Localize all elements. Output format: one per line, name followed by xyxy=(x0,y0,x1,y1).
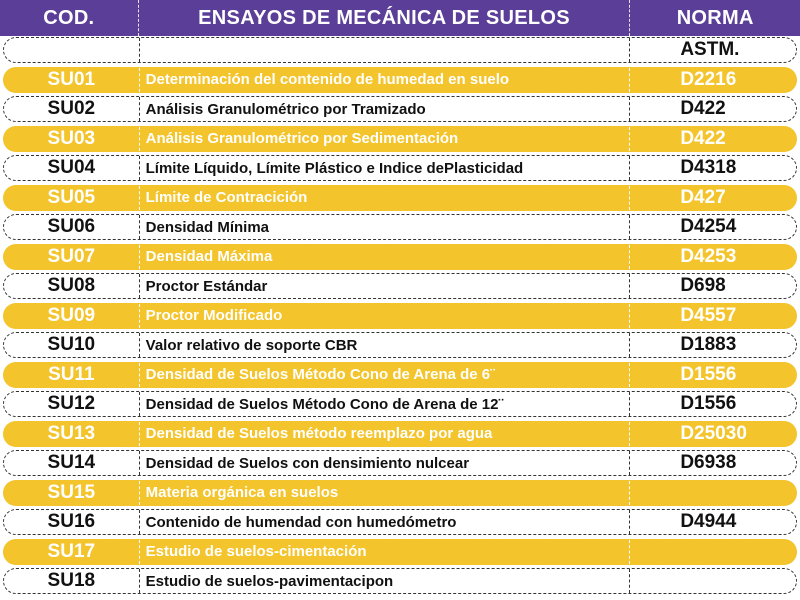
table-row xyxy=(3,96,797,122)
table-header xyxy=(0,0,800,36)
row-description: Densidad de Suelos Método Cono de Arena de 6¨ xyxy=(139,363,630,387)
row-norma: D4253 xyxy=(629,245,796,269)
table-row xyxy=(3,126,797,152)
row-code xyxy=(4,38,139,62)
row-description: Densidad de Suelos método reemplazo por agua xyxy=(139,422,630,446)
row-code: SU14 xyxy=(47,452,96,473)
row-code: SU11 xyxy=(48,363,95,385)
table-row xyxy=(3,185,797,211)
row-description: Materia orgánica en suelos xyxy=(139,481,630,505)
row-description xyxy=(139,38,630,62)
row-norma: D6938 xyxy=(629,451,796,475)
row-code: SU12 xyxy=(47,393,96,414)
table-row xyxy=(3,480,797,506)
row-description: Proctor Estándar xyxy=(139,274,630,298)
row-code: SU03 xyxy=(47,127,96,149)
table-row xyxy=(3,450,797,476)
row-code: SU16 xyxy=(47,511,96,532)
row-code: SU05 xyxy=(47,186,96,208)
header-ensayos: ENSAYOS DE MECÁNICA DE SUELOS xyxy=(198,7,570,29)
table-row xyxy=(3,37,797,63)
table-body xyxy=(3,37,797,598)
table-row xyxy=(3,214,797,240)
table-row xyxy=(3,568,797,594)
table-row xyxy=(3,303,797,329)
row-description: Densidad de Suelos Método Cono de Arena de 12¨ xyxy=(139,392,630,416)
row-code: SU04 xyxy=(47,157,96,178)
row-code: SU01 xyxy=(47,68,96,90)
row-norma: D4557 xyxy=(629,304,796,328)
row-code: SU18 xyxy=(47,570,96,591)
table-row xyxy=(3,391,797,417)
row-description: Análisis Granulométrico por Tramizado xyxy=(139,97,630,121)
row-description: Densidad Mínima xyxy=(139,215,630,239)
row-norma: D1883 xyxy=(629,333,796,357)
row-code: SU08 xyxy=(47,275,96,296)
table-row xyxy=(3,244,797,270)
table-row xyxy=(3,362,797,388)
row-description: Densidad de Suelos con densimiento nulcear xyxy=(139,451,630,475)
row-norma: D4318 xyxy=(629,156,796,180)
row-description: Estudio de suelos-pavimentacipon xyxy=(139,569,630,593)
row-norma xyxy=(629,540,796,564)
row-norma: D422 xyxy=(629,127,796,151)
row-code: SU06 xyxy=(47,216,96,237)
row-description: Valor relativo de soporte CBR xyxy=(139,333,630,357)
table-row xyxy=(3,509,797,535)
row-description: Análisis Granulométrico por Sedimentación xyxy=(139,127,630,151)
table-row xyxy=(3,421,797,447)
row-norma: D427 xyxy=(629,186,796,210)
row-norma: D2216 xyxy=(629,68,796,92)
header-cod: COD. xyxy=(43,7,95,29)
row-code: SU07 xyxy=(47,245,96,267)
row-norma: D422 xyxy=(629,97,796,121)
row-code: SU10 xyxy=(47,334,96,355)
row-code: SU02 xyxy=(47,98,96,119)
row-norma: D25030 xyxy=(629,422,796,446)
row-description: Límite Líquido, Límite Plástico e Indice dePlasticidad xyxy=(139,156,630,180)
table-row xyxy=(3,332,797,358)
row-code: SU15 xyxy=(47,481,96,503)
table-row xyxy=(3,539,797,565)
row-description: Estudio de suelos-cimentación xyxy=(139,540,630,564)
row-norma: ASTM. xyxy=(629,38,796,62)
row-description: Proctor Modificado xyxy=(139,304,630,328)
table-row xyxy=(3,67,797,93)
row-code: SU17 xyxy=(47,540,96,562)
table-row xyxy=(3,273,797,299)
row-norma: D1556 xyxy=(629,392,796,416)
row-description: Determinación del contenido de humedad en suelo xyxy=(139,68,630,92)
row-norma: D4944 xyxy=(629,510,796,534)
row-norma: D698 xyxy=(629,274,796,298)
row-description: Contenido de humendad con humedómetro xyxy=(139,510,630,534)
row-norma xyxy=(629,481,796,505)
row-description: Límite de Contracición xyxy=(139,186,630,210)
table-row xyxy=(3,155,797,181)
row-norma: D1556 xyxy=(629,363,796,387)
row-code: SU13 xyxy=(47,422,96,444)
row-norma xyxy=(629,569,796,593)
row-description: Densidad Máxima xyxy=(139,245,630,269)
row-norma: D4254 xyxy=(629,215,796,239)
header-norma: NORMA xyxy=(676,7,754,29)
row-code: SU09 xyxy=(47,304,96,326)
